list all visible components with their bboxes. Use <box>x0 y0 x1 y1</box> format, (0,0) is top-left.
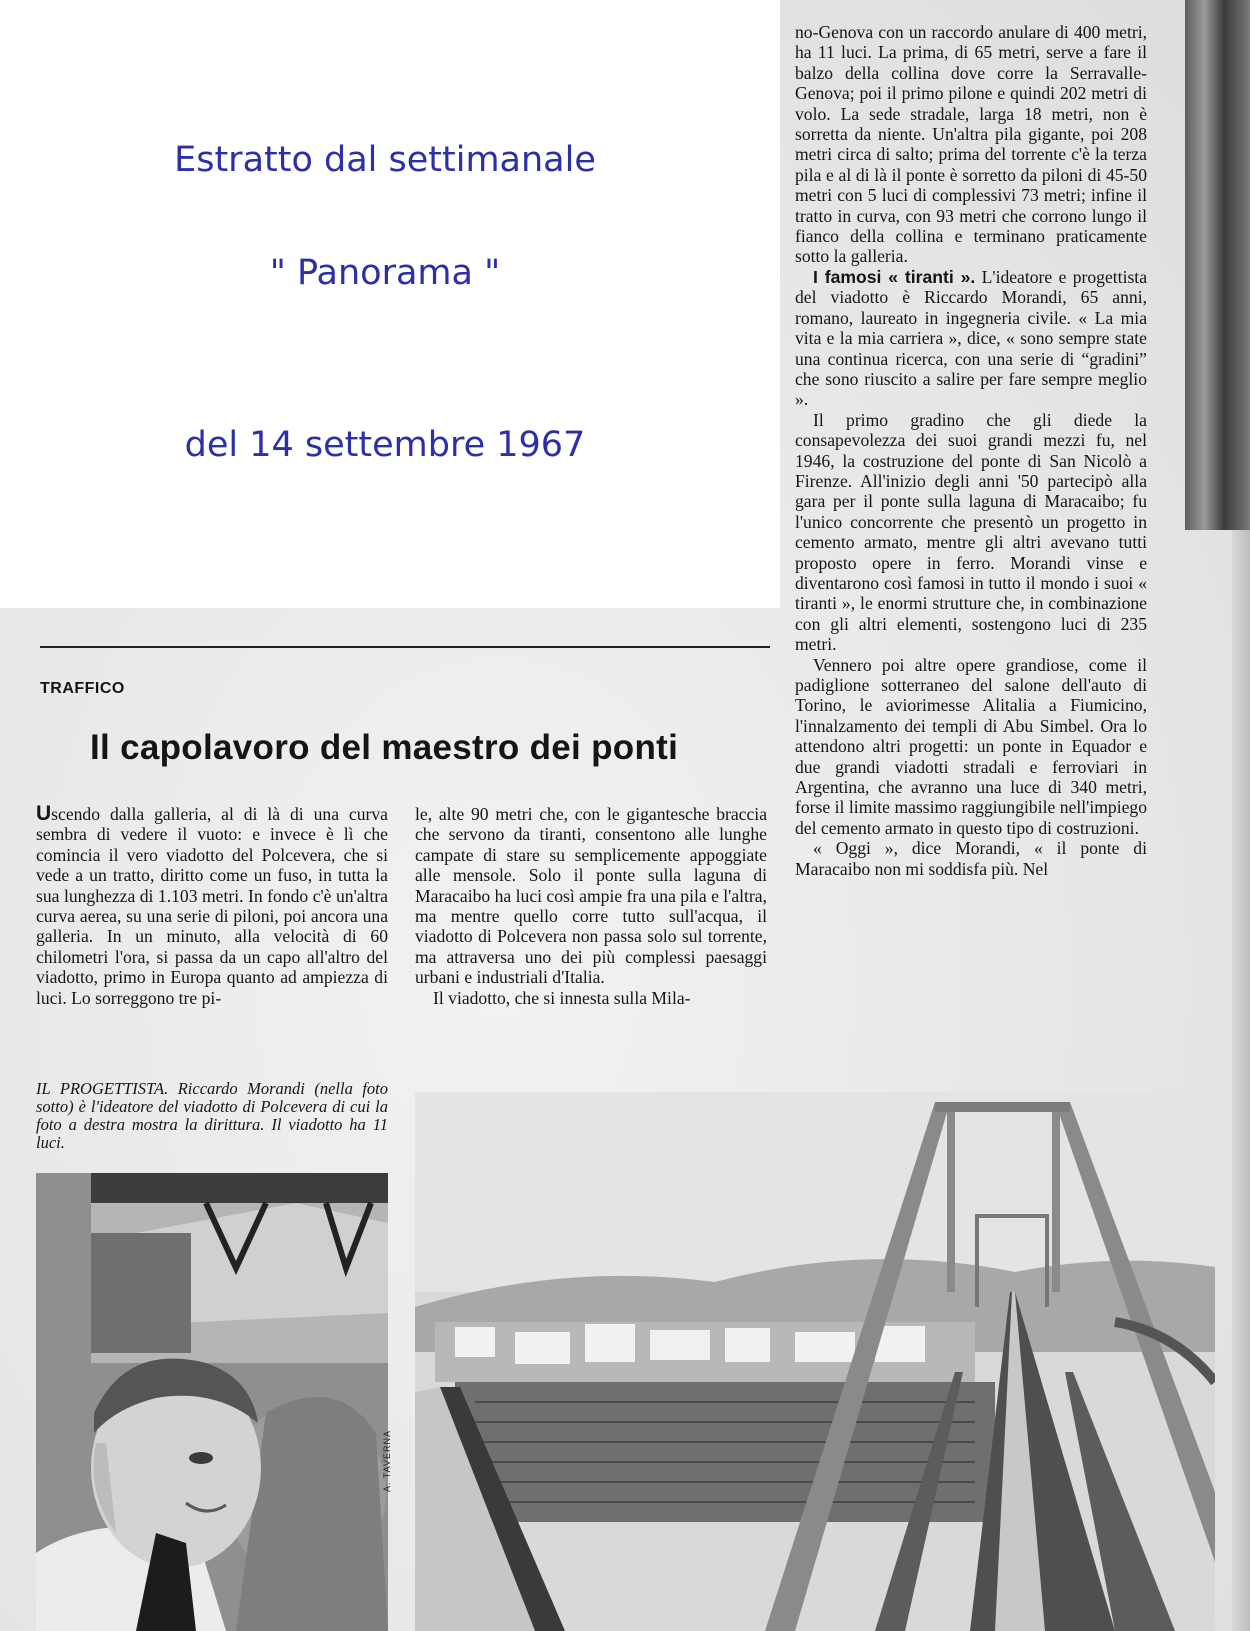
adjacent-page-photo-edge <box>1185 0 1250 530</box>
article-paragraph: le, alte 90 metri che, con le gigantesche braccia che servono da tiranti, consentono alle lunghe campate di stare su semplicemente appoggiate alle mensole. Solo il ponte sulla laguna di Maracaibo ha luci così ampie fra una pila e l'altra, ma mentre quello corre tutto sull'acqua, il viadotto di Polcevera non passa solo sul torrente, ma attraversa uno dei più complessi paesaggi urbani e industriali d'Italia. <box>415 804 767 988</box>
section-label: TRAFFICO <box>40 680 125 697</box>
drop-cap: U <box>36 802 52 825</box>
photo-caption <box>36 1080 388 1152</box>
extract-note-box <box>0 0 780 608</box>
note-line-3: del 14 settembre 1967 <box>184 425 586 465</box>
viaduct-illustration <box>415 1092 1215 1631</box>
article-paragraph: « Oggi », dice Morandi, « il ponte di Maracaibo non mi soddisfa più. Nel <box>795 838 1147 879</box>
article-paragraph: Il viadotto, che si innesta sulla Mila- <box>433 987 691 1008</box>
article-column-1 <box>36 804 388 1008</box>
article-paragraph: Il primo gradino che gli diede la consapevolezza dei suoi grandi mezzi fu, nel 1946, la costruzione del ponte di San Nicolò a Firenze. All'inizio degli anni '50 partecipò alla gara per il ponte sulla laguna di Maracaibo; fu l'unico concorrente che presentò un progetto in cemento armato, mentre gli altri avevano tutti proposto opere in ferro. Morandi vinse e diventarono così famosi in tutto il mondo i suoi « tiranti », le enormi strutture che, in combinazione con gli altri elementi, sostengono luci di 235 metri. <box>795 409 1147 655</box>
article-paragraph: no-Genova con un raccordo anulare di 400 metri, ha 11 luci. La prima, di 65 metri, serve a fare il balzo della collina dove corre la Serravalle-Genova; poi il primo pilone e quindi 202 metri di volo. La sede stradale, larga 18 metri, non è sorretta da niente. Un'altra pila gigante, poi 208 metri circa di salto; prima del torrente c'è la terza pila e al di là il ponte è sorretto da piloni di 45-50 metri con 5 luci di complessivi 73 metri; infine il tratto in curva, con 93 metri che corrono lungo il fianco della collina e terminano praticamente sotto la galleria. <box>795 22 1147 267</box>
viaduct-photo <box>415 1092 1215 1631</box>
article-column-2 <box>415 804 767 1008</box>
subheading: I famosi « tiranti ». <box>813 266 976 287</box>
photo-credit: A. TAVERNA <box>382 1430 392 1493</box>
caption-text: Riccardo Morandi (nella foto sotto) è l'ideatore del viadotto di Polcevera di cui la foto a destra mostra la dirittura. Il viadotto ha 11 luci. <box>36 1079 388 1152</box>
article-paragraph <box>795 267 1147 410</box>
adjacent-page-edge <box>1232 530 1250 1631</box>
article-column-3 <box>795 22 1147 879</box>
note-line-2: " Panorama " <box>269 253 501 293</box>
caption-lead: IL PROGETTISTA. <box>36 1079 169 1098</box>
portrait-illustration <box>36 1173 388 1631</box>
paragraph-text: L'ideatore e progettista del viadotto è Riccardo Morandi, 65 anni, romano, laureato in ingegneria civile. « La mia vita e la mia carriera », dice, « sono sempre state una continua ricerca, con una serie di “gradini” che sono riuscito a salire per fare sempre meglio ». <box>795 266 1147 410</box>
headline: Il capolavoro del maestro dei ponti <box>90 728 679 767</box>
note-line-1: Estratto dal settimanale <box>174 140 596 180</box>
designer-portrait-photo <box>36 1173 388 1631</box>
paragraph-text: scendo dalla galleria, al di là di una curva sembra di vedere il vuoto: e invece è lì che comincia il vero viadotto del Polcevera, che si vede a un tratto, diritto come un fuso, in tutta la sua lunghezza di 1.103 metri. In fondo c'è un'altra curva aerea, su una serie di piloni, poi ancora una galleria. In un minuto, alla velocità di 60 chilometri l'ora, si passa da un capo all'altro del viadotto, primo in Europa quanto ad ampiezza di luci. Lo sorreggono tre pi- <box>36 804 388 1008</box>
article-paragraph <box>36 804 388 1008</box>
section-rule <box>40 646 770 648</box>
article-paragraph: Vennero poi altre opere grandiose, come il padiglione sotterraneo del salone dell'auto di Torino, le aviorimesse Alitalia a Fiumicino, l'innalzamento dei templi di Abu Simbel. Ora lo attendono altri progetti: un ponte in Equador e due grandi viadotti stradali e ferroviari in Argentina, che avranno una luce di 340 metri, forse il limite massimo raggiungibile nell'impiego del cemento armato in questo tipo di costruzioni. <box>795 654 1147 838</box>
